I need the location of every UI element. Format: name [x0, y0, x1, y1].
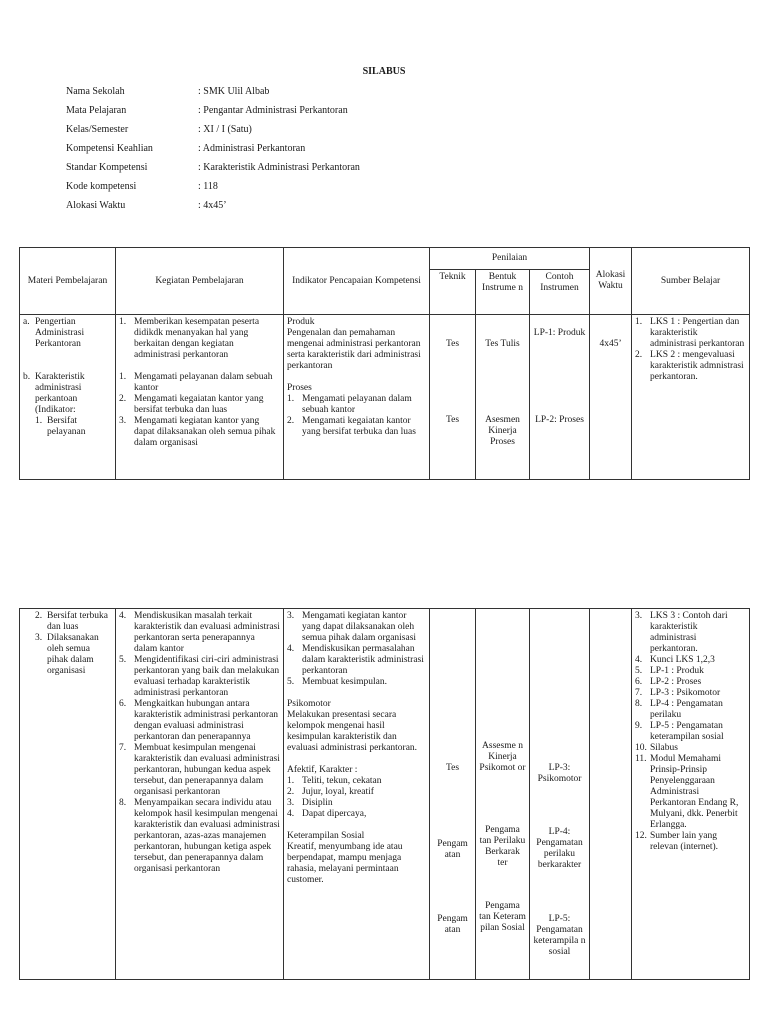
list-marker: 4. — [119, 611, 127, 621]
psikomotor-text: Melakukan presentasi secara kelompok mengenai hasil kesimpulan karakteristik dan evaluasi administrasi perkantoran. — [287, 710, 418, 753]
list-text: Mengamati kegaiatan kantor yang bersifat terbuka dan luas — [134, 394, 264, 415]
list-item — [119, 611, 280, 655]
cell-contoh — [530, 315, 590, 480]
list-marker: 7. — [635, 688, 643, 698]
list-marker: 4. — [287, 644, 295, 654]
list-item — [635, 699, 746, 721]
list-text: Pengertian Administrasi Perkantoran — [35, 317, 85, 349]
contoh-value: LP-2: Proses — [535, 415, 584, 425]
list-marker: 8. — [635, 699, 643, 709]
list-item — [119, 317, 280, 361]
list-text: Membuat kesimpulan. — [302, 677, 387, 687]
bentuk-value: Pengama tan Keteram pilan Sosial — [479, 901, 526, 933]
teknik-value: Pengam atan — [437, 839, 468, 860]
list-marker: 6. — [119, 699, 127, 709]
meta-row — [66, 162, 498, 181]
list-item — [635, 721, 746, 743]
list-item — [635, 655, 746, 666]
meta-value: : Pengantar Administrasi Perkantoran — [198, 105, 348, 116]
list-item — [119, 655, 280, 699]
meta-value: : Administrasi Perkantoran — [198, 143, 306, 154]
psikomotor-title: Psikomotor — [287, 699, 331, 709]
list-marker: 1. — [287, 776, 295, 786]
meta-label: Nama Sekolah — [66, 86, 125, 97]
contoh-value: LP-3: Psikomotor — [537, 763, 582, 784]
meta-value: : 4x45’ — [198, 200, 227, 211]
list-item — [635, 677, 746, 688]
meta-label: Kelas/Semester — [66, 124, 129, 135]
list-text: Mengamati kegaiatan kantor yang bersifat terbuka dan luas — [302, 416, 416, 437]
list-item — [23, 317, 112, 350]
produk-title: Produk — [287, 317, 315, 327]
list-marker: 9. — [635, 721, 643, 731]
cell-materi — [20, 609, 116, 980]
meta-value: : Karakteristik Administrasi Perkantoran — [198, 162, 360, 173]
header-teknik: Teknik — [430, 270, 476, 315]
teknik-value: Tes — [445, 415, 460, 425]
cell-teknik — [430, 315, 476, 480]
alokasi-value: 4x45’ — [599, 339, 622, 349]
list-item — [287, 809, 426, 820]
cell-materi — [20, 315, 116, 480]
list-text: Mengamati pelayanan dalam sebuah kantor — [134, 372, 273, 393]
list-marker: 2. — [287, 416, 295, 426]
list-text: Karakteristik administrasi perkantoan (Indikator: — [35, 372, 85, 415]
list-text: Mengamati pelayanan dalam sebuah kantor — [302, 394, 412, 415]
list-marker: 5. — [119, 655, 127, 665]
meta-row — [66, 105, 498, 124]
list-text: Mengkaitkan hubungan antara karakteristik administrasi perkantoran dengan evaluasi administrasi perkantoran dan penerapannya — [134, 699, 279, 742]
teknik-value: Pengam atan — [437, 914, 468, 935]
list-marker: 1. — [35, 416, 43, 426]
list-text: LP-1 : Produk — [650, 666, 704, 676]
page-title: SILABUS — [362, 66, 406, 77]
meta-row — [66, 124, 498, 143]
list-marker: 3. — [635, 611, 643, 621]
meta-row — [66, 181, 498, 200]
list-text: Mengidentifikasi ciri-ciri administrasi perkantoran yang baik dan melakukan evaluasi terhadap karakteristik administrasi perkantoran — [134, 655, 280, 698]
list-text: Kunci LKS 1,2,3 — [650, 655, 715, 665]
list-text: Disiplin — [302, 798, 333, 808]
list-item — [119, 372, 280, 394]
list-marker: 2. — [635, 350, 643, 360]
cell-sumber — [632, 315, 750, 480]
list-text: LKS 3 : Contoh dari karakteristik administrasi perkantoran. — [650, 611, 728, 654]
meta-label: Standar Kompetensi — [66, 162, 148, 173]
list-marker: 8. — [119, 798, 127, 808]
list-text: Mengamati kegiatan kantor yang dapat dilaksanakan oleh semua pihak dalam organisasi — [134, 416, 276, 448]
list-item — [119, 394, 280, 416]
list-text: Modul Memahami Prinsip-Prinsip Penyelenggaraan Administrasi Perkantoran Endang R, Mulyani, dkk. Penerbit Erlangga. — [650, 754, 739, 830]
list-item — [23, 416, 112, 438]
list-text: Mendiskusikan masalah terkait karakteristik dan evaluasi administrasi perkantoran serta penerapannya dalam kantor — [134, 611, 280, 654]
list-text: Bersifat pelayanan — [47, 416, 86, 437]
sosial-text: Kreatif, menyumbang ide atau berpendapat, mampu menjaga rahasia, melayani permintaan customer. — [287, 842, 403, 885]
list-marker: 4. — [635, 655, 643, 665]
list-marker: 3. — [35, 633, 43, 643]
list-item — [287, 611, 426, 644]
list-marker: 5. — [287, 677, 295, 687]
cell-alokasi — [590, 609, 632, 980]
header-bentuk: Bentuk Instrume n — [476, 270, 530, 315]
list-item — [635, 611, 746, 655]
list-item — [287, 798, 426, 809]
list-marker: 1. — [287, 394, 295, 404]
proses-title: Proses — [287, 383, 312, 393]
list-marker: 3. — [119, 416, 127, 426]
list-item — [23, 633, 112, 677]
meta-value: : XI / I (Satu) — [198, 124, 252, 135]
list-marker: 3. — [287, 798, 295, 808]
list-item — [635, 666, 746, 677]
meta-value: : 118 — [198, 181, 218, 192]
list-item — [23, 611, 112, 633]
header-kegiatan: Kegiatan Pembelajaran — [116, 248, 284, 315]
contoh-value: LP-4: Pengamatan perilaku berkarakter — [536, 827, 583, 870]
bentuk-value: Asesmen Kinerja Proses — [485, 415, 520, 447]
list-marker: 2. — [119, 394, 127, 404]
cell-sumber — [632, 609, 750, 980]
cell-teknik — [430, 609, 476, 980]
list-text: Silabus — [650, 743, 678, 753]
list-item — [287, 787, 426, 798]
meta-value: : SMK Ulil Albab — [198, 86, 270, 97]
list-marker: 4. — [287, 809, 295, 819]
list-item — [287, 394, 426, 416]
header-materi: Materi Pembelajaran — [20, 248, 116, 315]
list-marker: 3. — [287, 611, 295, 621]
syllabus-table-page-1 — [19, 247, 750, 480]
list-item — [119, 743, 280, 798]
list-marker: 1. — [635, 317, 643, 327]
list-marker: 2. — [35, 611, 43, 621]
list-text: Mendiskusikan permasalahan dalam karakteristik administrasi perkantoran — [302, 644, 424, 676]
list-item — [119, 416, 280, 449]
list-text: Dilaksanakan oleh semua pihak dalam organisasi — [47, 633, 99, 676]
list-item — [287, 677, 426, 688]
teknik-value: Tes — [445, 763, 460, 773]
meta-block — [66, 86, 498, 219]
cell-bentuk — [476, 315, 530, 480]
cell-indikator — [284, 315, 430, 480]
list-text: LKS 1 : Pengertian dan karakteristik administrasi perkantoran — [650, 317, 745, 349]
list-item — [119, 699, 280, 743]
cell-bentuk — [476, 609, 530, 980]
list-item — [23, 372, 112, 416]
list-marker: 6. — [635, 677, 643, 687]
list-text: Membuat kesimpulan mengenai karakteristik dan evaluasi administrasi perkantoran, hubungan kedua aspek tersebut, dan penerapannya dalam organisasi perkantoran — [134, 743, 280, 797]
header-penilaian: Penilaian — [430, 248, 590, 270]
list-marker: 10. — [635, 743, 647, 753]
meta-row — [66, 143, 498, 162]
list-marker: b. — [23, 372, 31, 382]
list-item — [635, 350, 746, 383]
list-item — [635, 688, 746, 699]
list-text: Teliti, tekun, cekatan — [302, 776, 382, 786]
afektif-title: Afektif, Karakter : — [287, 765, 358, 775]
list-marker: 1. — [119, 317, 127, 327]
contoh-value: LP-5: Pengamatan keterampila n sosial — [533, 914, 586, 957]
list-marker: 2. — [287, 787, 295, 797]
list-marker: 7. — [119, 743, 127, 753]
list-text: LKS 2 : mengevaluasi karakteristik admnistrasi perkantoran. — [650, 350, 744, 382]
list-text: Bersifat terbuka dan luas — [47, 611, 108, 632]
teknik-value: Tes — [445, 339, 460, 349]
header-alokasi: Alokasi Waktu — [590, 248, 632, 315]
list-marker: 11. — [635, 754, 647, 764]
list-text: Jujur, loyal, kreatif — [302, 787, 374, 797]
list-text: Menyampaikan secara individu atau kelompok hasil kesimpulan mengenai karakteristik dan evaluasi administrasi perkantoran, azas-azas manajemen perkantoran, hubungan ketiga aspek tersebut, dan penerapannya dalam organisasi perkantoran — [134, 798, 280, 874]
header-indikator: Indikator Pencapaian Kompetensi — [284, 248, 430, 315]
header-sumber: Sumber Belajar — [632, 248, 750, 315]
cell-kegiatan — [116, 609, 284, 980]
meta-label: Kompetensi Keahlian — [66, 143, 153, 154]
list-text: LP-3 : Psikomotor — [650, 688, 721, 698]
bentuk-value: Assesme n Kinerja Psikomot or — [479, 741, 526, 773]
cell-alokasi — [590, 315, 632, 480]
list-marker: a. — [23, 317, 30, 327]
list-text: LP-5 : Pengamatan keterampilan sosial — [650, 721, 724, 742]
syllabus-table-page-2 — [19, 608, 750, 980]
list-text: Mengamati kegiatan kantor yang dapat dilaksanakan oleh semua pihak dalam organisasi — [302, 611, 417, 643]
list-text: Sumber lain yang relevan (internet). — [650, 831, 719, 852]
list-item — [635, 317, 746, 350]
contoh-value: LP-1: Produk — [533, 328, 586, 338]
list-text: LP-2 : Proses — [650, 677, 702, 687]
produk-text: Pengenalan dan pemahaman mengenai administrasi perkantoran serta karakteristik dari administrasi perkantoran — [287, 328, 421, 371]
meta-label: Kode kompetensi — [66, 181, 137, 192]
list-text: LP-4 : Pengamatan perilaku — [650, 699, 723, 720]
list-item — [635, 831, 746, 853]
cell-contoh — [530, 609, 590, 980]
list-text: Memberikan kesempatan peserta didikdk menanyakan hal yang berkaitan dengan kegiatan administrasi perkantoran — [134, 317, 260, 360]
list-item — [287, 416, 426, 438]
list-item — [635, 743, 746, 754]
cell-indikator — [284, 609, 430, 980]
meta-row — [66, 200, 498, 219]
list-item — [287, 776, 426, 787]
meta-label: Alokasi Waktu — [66, 200, 126, 211]
list-marker: 12. — [635, 831, 647, 841]
list-marker: 5. — [635, 666, 643, 676]
header-contoh: Contoh Instrumen — [530, 270, 590, 315]
bentuk-value: Tes Tulis — [485, 339, 520, 349]
list-marker: 1. — [119, 372, 127, 382]
list-item — [287, 644, 426, 677]
list-item — [635, 754, 746, 831]
cell-kegiatan — [116, 315, 284, 480]
meta-label: Mata Pelajaran — [66, 105, 127, 116]
sosial-title: Keterampilan Sosial — [287, 831, 365, 841]
list-text: Dapat dipercaya, — [302, 809, 367, 819]
list-item — [119, 798, 280, 875]
meta-row — [66, 86, 498, 105]
bentuk-value: Pengama tan Perilaku Berkarak ter — [479, 825, 526, 868]
